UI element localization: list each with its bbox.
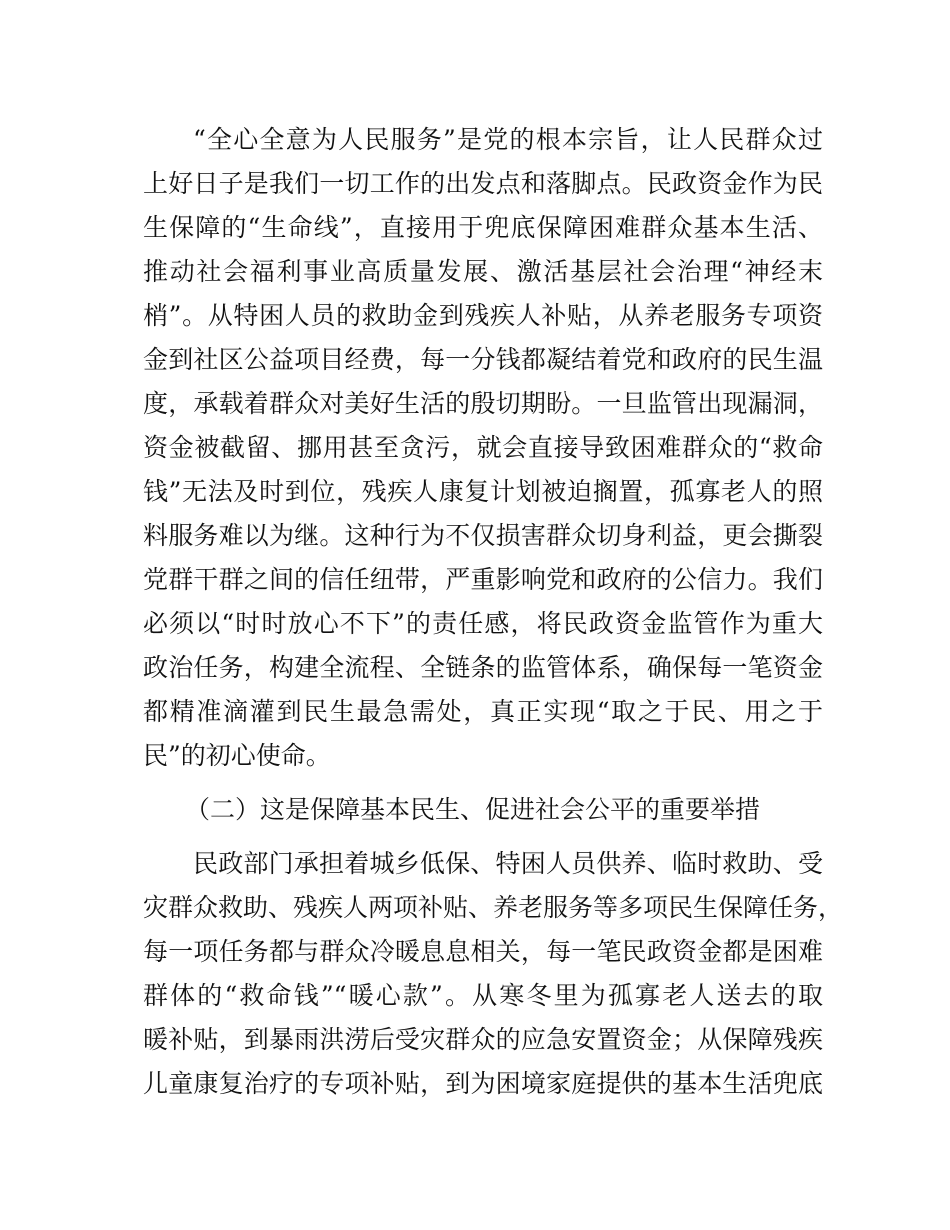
text-line: 党群干群之间的信任纽带，严重影响党和政府的公信力。我们 xyxy=(143,565,823,594)
text-line: 群体的“救命钱”“暖心款”。从寒冬里为孤寡老人送去的取 xyxy=(143,981,823,1010)
text-line: 灾群众救助、残疾人两项补贴、养老服务等多项民生保障任务， xyxy=(143,893,844,922)
paragraph-2 xyxy=(143,842,844,1106)
text-line: 民”的初心使命。 xyxy=(143,741,331,770)
text-line: 资金被截留、挪用甚至贪污，就会直接导致困难群众的“救命 xyxy=(143,433,823,462)
spacer xyxy=(143,778,823,788)
text-line: 必须以“时时放心不下”的责任感，将民政资金监管作为重大 xyxy=(143,609,823,638)
document-body xyxy=(143,118,844,1106)
text-line: “全心全意为人民服务”是党的根本宗旨，让人民群众过 xyxy=(193,125,823,154)
text-line: 上好日子是我们一切工作的出发点和落脚点。民政资金作为民 xyxy=(143,169,823,198)
text-line: 料服务难以为继。这种行为不仅损害群众切身利益，更会撕裂 xyxy=(143,521,823,550)
section-heading: （二）这是保障基本民生、促进社会公平的重要举措 xyxy=(185,795,761,824)
text-line: 推动社会福利事业高质量发展、激活基层社会治理“神经末 xyxy=(143,257,823,286)
text-line: 金到社区公益项目经费，每一分钱都凝结着党和政府的民生温 xyxy=(143,345,823,374)
text-line: 钱”无法及时到位，残疾人康复计划被迫搁置，孤寡老人的照 xyxy=(143,477,823,506)
spacer xyxy=(143,832,823,842)
text-line: 暖补贴，到暴雨洪涝后受灾群众的应急安置资金；从保障残疾 xyxy=(143,1025,823,1054)
text-line: 政治任务，构建全流程、全链条的监管体系，确保每一笔资金 xyxy=(143,653,823,682)
text-line: 梢”。从特困人员的救助金到残疾人补贴，从养老服务专项资 xyxy=(143,301,823,330)
text-line: 儿童康复治疗的专项补贴，到为困境家庭提供的基本生活兜底 xyxy=(143,1069,823,1098)
text-line: 生保障的“生命线”，直接用于兜底保障困难群众基本生活、 xyxy=(143,213,823,242)
text-line: 度，承载着群众对美好生活的殷切期盼。一旦监管出现漏洞， xyxy=(143,389,823,418)
text-line: 民政部门承担着城乡低保、特困人员供养、临时救助、受 xyxy=(193,849,823,878)
text-line: 都精准滴灌到民生最急需处，真正实现“取之于民、用之于 xyxy=(143,697,823,726)
paragraph-1 xyxy=(143,118,823,778)
text-line: 每一项任务都与群众冷暖息息相关，每一笔民政资金都是困难 xyxy=(143,937,823,966)
